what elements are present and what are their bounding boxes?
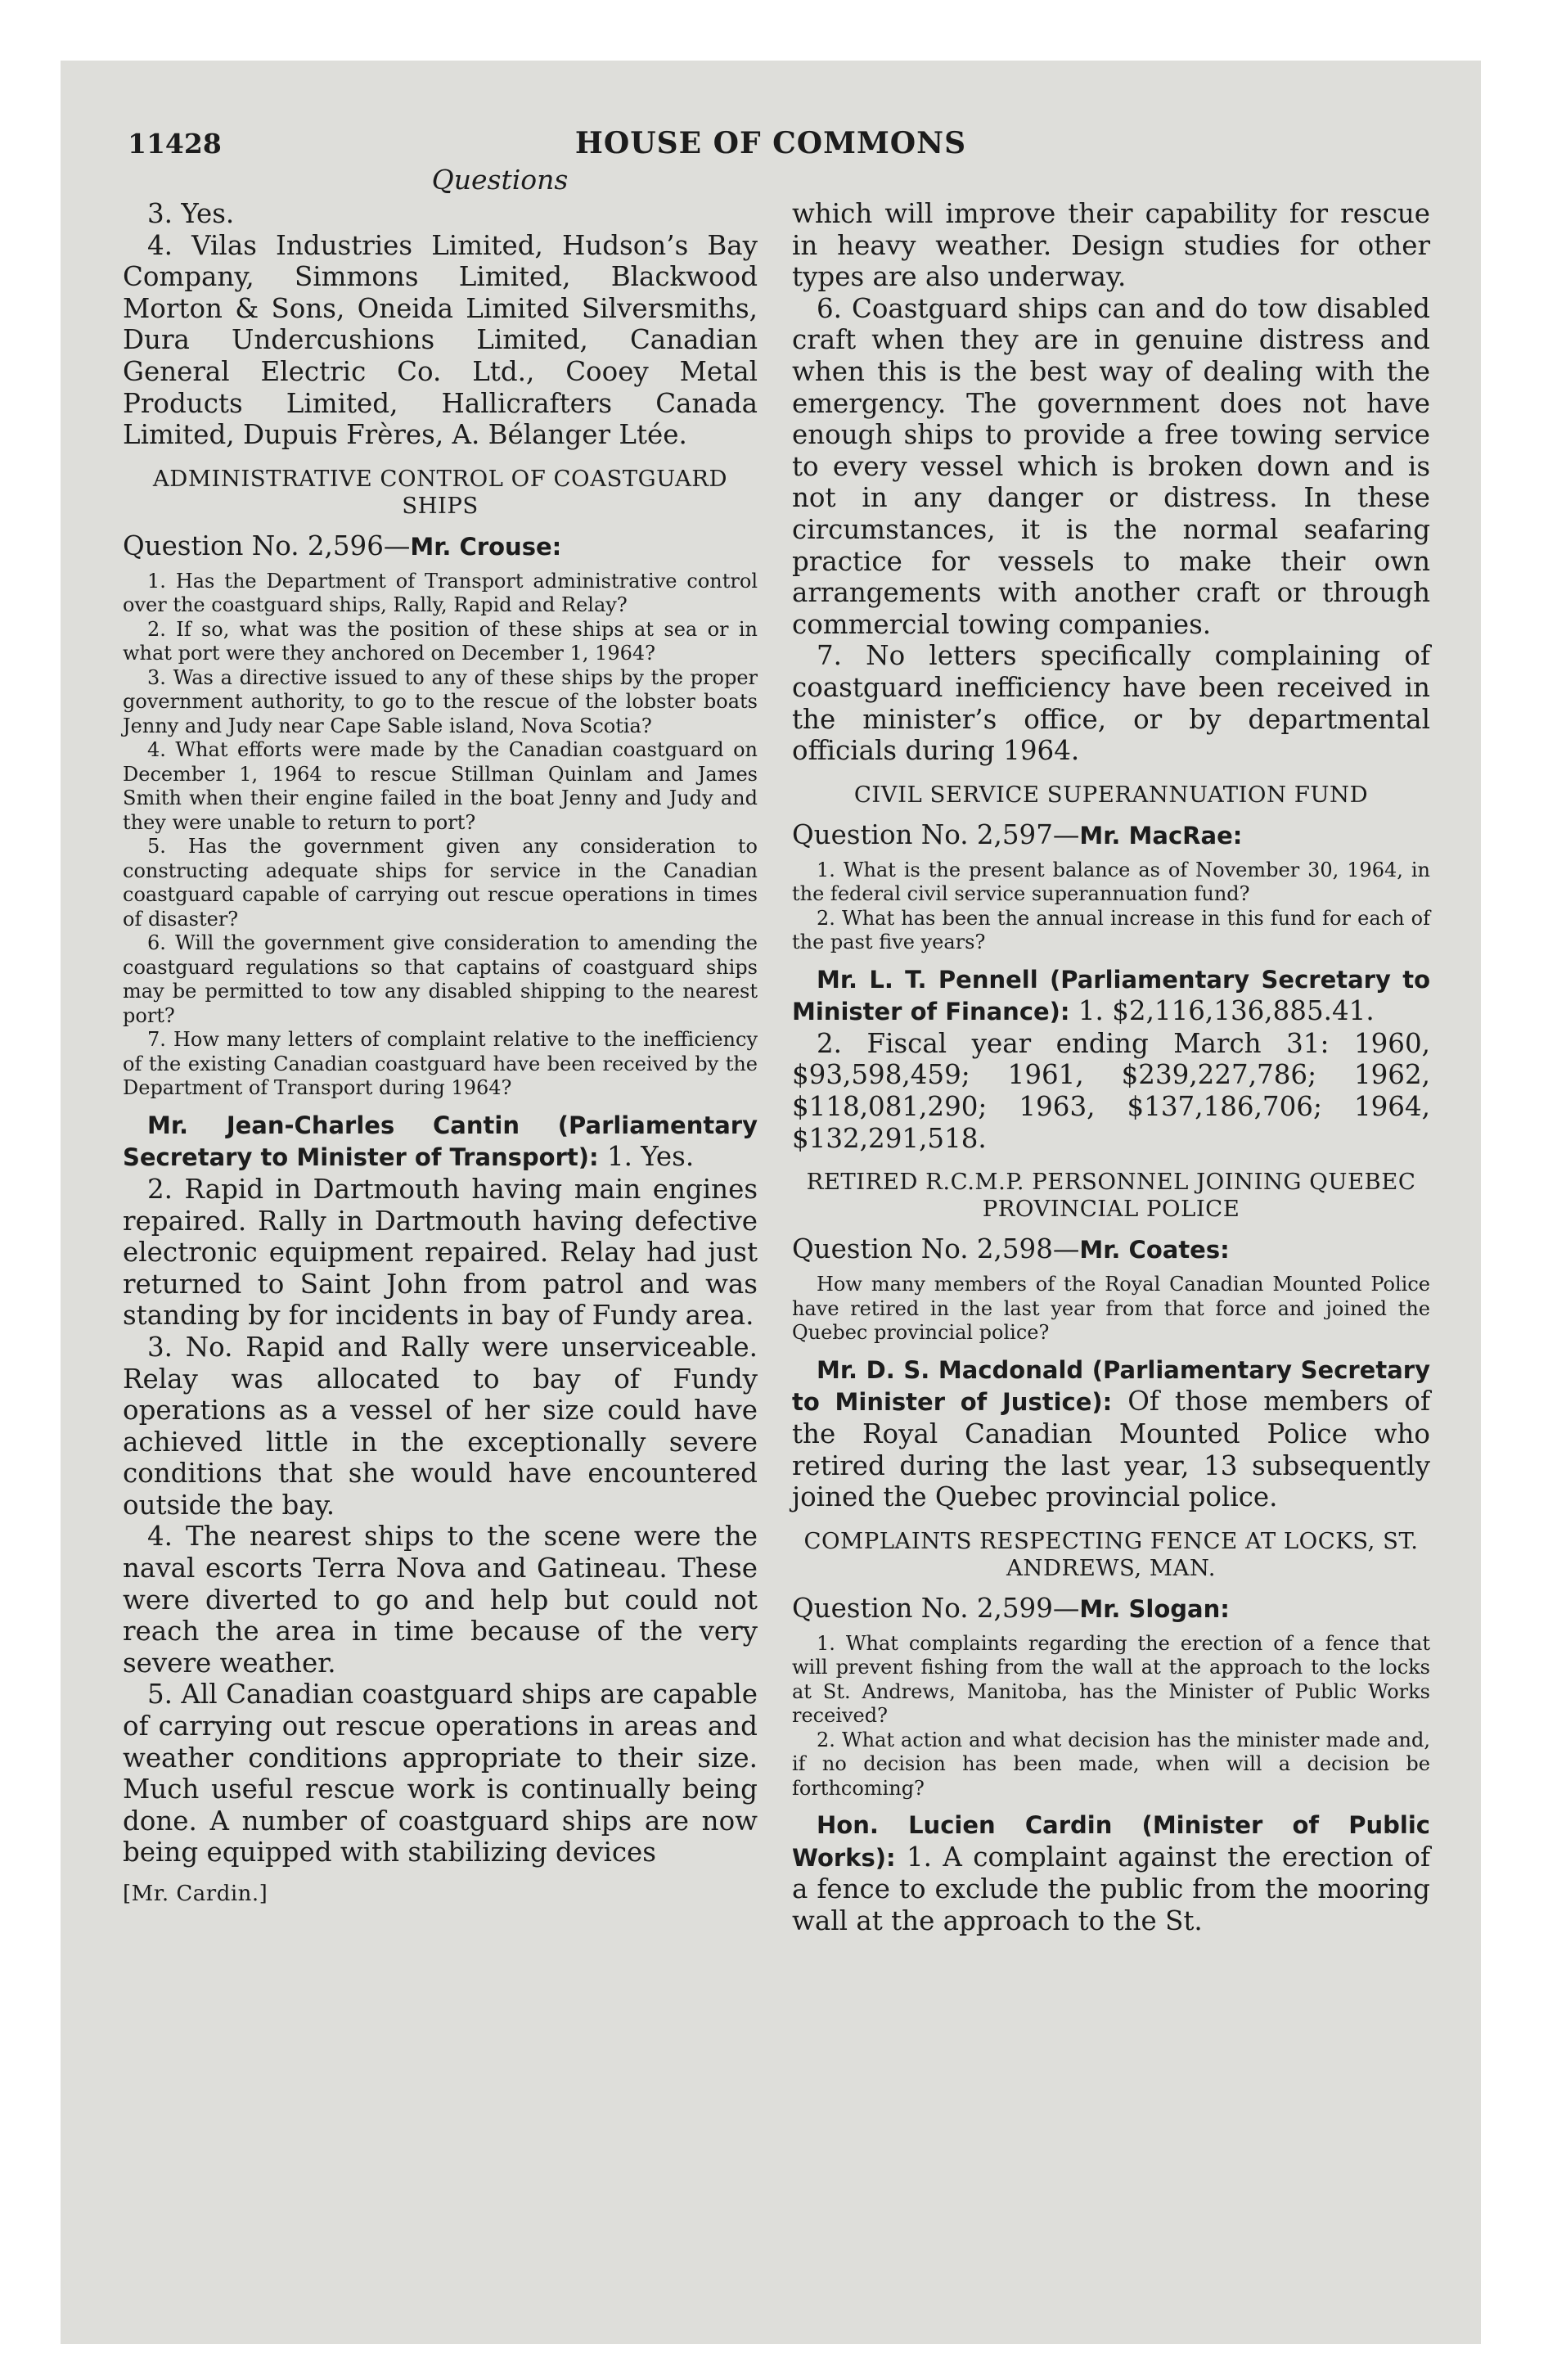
answer-paragraph: 5. All Canadian coastguard ships are capable of carrying out rescue operations in areas and weather conditions appropriate to their size. Much useful rescue work is continually being done. A number of coastguard ships are now being equipped with stabilizing devices: [123, 1679, 758, 1868]
answer-paragraph: 4. Vilas Industries Limited, Hudson’s Bay Company, Simmons Limited, Blackwood Morton & Sons, Oneida Limited Silversmiths, Dura Undercushions Limited, Canadian General Electric Co. Ltd., Cooey Metal Products Limited, Hallicrafters Canada Limited, Dupuis Frères, A. Bélanger Ltée.: [123, 229, 758, 451]
page-header-subtitle: Questions: [431, 164, 569, 196]
answer-paragraph: [792, 963, 1430, 1028]
question-label: Question No. 2,599—: [792, 1592, 1080, 1624]
question-label: Question No. 2,597—: [792, 818, 1080, 850]
page-number: 11428: [128, 128, 222, 160]
answer-text: Of those members of the Royal Canadian Mounted Police who retired during the last year, 13 subsequently joined the Quebec provincial police.: [792, 1386, 1430, 1513]
question-item: 6. Will the government give consideration to amending the coastguard regulations so that captains of coastguard ships may be permitted to tow any disabled shipping to the nearest port?: [123, 931, 758, 1027]
answer-paragraph: [123, 1109, 758, 1174]
answer-paragraph: 2. Rapid in Dartmouth having main engines repaired. Rally in Dartmouth having defective electronic equipment repaired. Relay had just returned to Saint John from patrol and was standing by for incidents in bay of Fundy area.: [123, 1173, 758, 1332]
question-item: 2. What action and what decision has the minister made and, if no decision has been made, when will a decision be forthcoming?: [792, 1728, 1430, 1800]
member-name: Mr. MacRae:: [1079, 821, 1243, 850]
speaker-name: Hon. Lucien Cardin (Minister of Public Works):: [792, 1811, 1430, 1872]
question-item: 1. Has the Department of Transport administrative control over the coastguard ships, Rally, Rapid and Relay?: [123, 569, 758, 617]
question-number: [792, 1233, 1430, 1266]
answer-text: 1. Yes.: [598, 1141, 695, 1173]
question-item: 5. Has the government given any consideration to constructing adequate ships for service in the Canadian coastguard capable of carrying out rescue operations in times of disaster?: [123, 835, 758, 931]
answer-paragraph: 7. No letters specifically complaining of coastguard inefficiency have been received in the minister’s office, or by departmental officials during 1964.: [792, 640, 1430, 767]
answer-text: 1. $2,116,136,885.41.: [1069, 995, 1375, 1027]
question-number: [123, 530, 758, 563]
answer-paragraph: 4. The nearest ships to the scene were the naval escorts Terra Nova and Gatineau. These were diverted to go and help but could not reach the area in time because of the very severe weather.: [123, 1521, 758, 1679]
question-item: 2. What has been the annual increase in this fund for each of the past five years?: [792, 906, 1430, 954]
answer-paragraph: 3. No. Rapid and Rally were unserviceable. Relay was allocated to bay of Fundy operations as a vessel of her size could have achieved little in the exceptionally severe conditions that she would have encountered outside the bay.: [123, 1331, 758, 1521]
answer-paragraph: 6. Coastguard ships can and do tow disabled craft when they are in genuine distress and when this is the best way of dealing with the emergency. The government does not have enough ships to provide a free towing service to every vessel which is broken down and is not in any danger or distress. In these circumstances, it is the normal seafaring practice for vessels to make their own arrangements with another craft or through commercial towing companies.: [792, 292, 1430, 640]
section-heading: CIVIL SERVICE SUPERANNUATION FUND: [853, 781, 1369, 808]
answer-paragraph: [792, 1354, 1430, 1513]
question-number: [792, 1592, 1430, 1625]
question-label: Question No. 2,596—: [123, 530, 411, 561]
speaker-name: Mr. Jean-Charles Cantin (Parliamentary Secretary to Minister of Transport):: [123, 1111, 758, 1172]
question-item: How many members of the Royal Canadian Mounted Police have retired in the last year from that force and joined the Quebec provincial police?: [792, 1273, 1430, 1345]
answer-paragraph: which will improve their capability for rescue in heavy weather. Design studies for other types are also underway.: [792, 198, 1430, 293]
speaker-name: Mr. L. T. Pennell (Parliamentary Secretary to Minister of Finance):: [792, 965, 1430, 1026]
section-heading: RETIRED R.C.M.P. PERSONNEL JOINING QUEBEC PROVINCIAL POLICE: [806, 1169, 1416, 1223]
document-page: [61, 61, 1481, 2344]
answer-text: 1. A complaint against the erection of a fence to exclude the public from the mooring wall at the approach to the St.: [792, 1841, 1430, 1936]
page-header-title: HOUSE OF COMMONS: [574, 126, 967, 160]
answer-paragraph: [792, 1809, 1430, 1936]
left-column: [123, 198, 758, 1906]
question-label: Question No. 2,598—: [792, 1233, 1080, 1265]
question-item: 7. How many letters of complaint relative to the inefficiency of the existing Canadian coastguard have been received by the Department of Transport during 1964?: [123, 1028, 758, 1100]
question-item: 4. What efforts were made by the Canadian coastguard on December 1, 1964 to rescue Stillman Quinlam and James Smith when their engine failed in the boat Jenny and Judy and they were unable to return to port?: [123, 738, 758, 834]
member-name: Mr. Coates:: [1079, 1236, 1230, 1264]
question-item: 2. If so, what was the position of these ships at sea or in what port were they anchored on December 1, 1964?: [123, 617, 758, 665]
question-item: 1. What is the present balance as of November 30, 1964, in the federal civil service superannuation fund?: [792, 858, 1430, 906]
question-number: [792, 818, 1430, 852]
question-item: 1. What complaints regarding the erection of a fence that will prevent fishing from the wall at the approach to the locks at St. Andrews, Manitoba, has the Minister of Public Works received?: [792, 1631, 1430, 1728]
speaker-name: Mr. D. S. Macdonald (Parliamentary Secretary to Minister of Justice):: [792, 1355, 1430, 1417]
section-heading: COMPLAINTS RESPECTING FENCE AT LOCKS, ST. ANDREWS, MAN.: [803, 1527, 1419, 1581]
section-heading: ADMINISTRATIVE CONTROL OF COASTGUARD SHIPS: [152, 465, 728, 519]
question-item: 3. Was a directive issued to any of these ships by the proper government authority, to go to the rescue of the lobster boats Jenny and Judy near Cape Sable island, Nova Scotia?: [123, 665, 758, 737]
answer-paragraph: 3. Yes.: [147, 198, 235, 229]
answer-paragraph: 2. Fiscal year ending March 31: 1960, $93,598,459; 1961, $239,227,786; 1962, $118,081,290; 1963, $137,186,706; 1964, $132,291,518.: [792, 1027, 1430, 1154]
footer-note: [Mr. Cardin.]: [123, 1882, 268, 1906]
member-name: Mr. Slogan:: [1079, 1594, 1230, 1623]
right-column: [792, 198, 1430, 1937]
member-name: Mr. Crouse:: [410, 532, 562, 561]
